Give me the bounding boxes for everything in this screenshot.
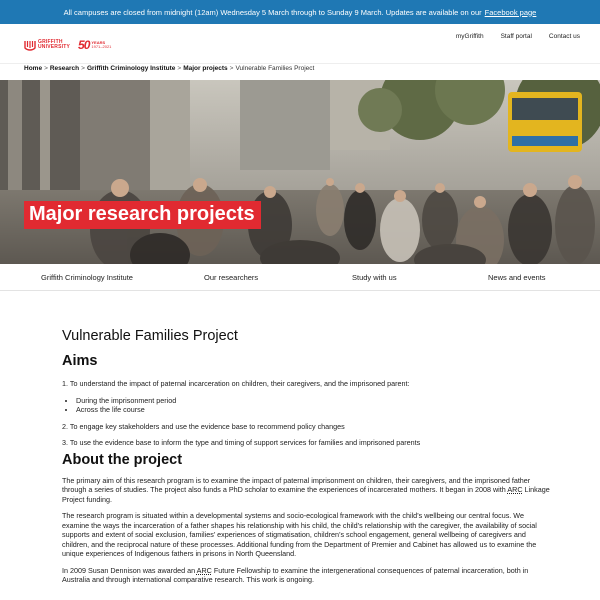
nav-study-with-us[interactable]: Study with us [352,273,397,282]
about-paragraph-3: In 2009 Susan Dennison was awarded an ARC Future Fellowship to examine the intergenerational consequences of paternal incarceration, both in Australia and through international comparative research. This work is ongoing. [62,565,529,584]
breadcrumb-research[interactable]: Research [49,65,80,72]
nav-criminology-institute[interactable]: Griffith Criminology Institute [41,273,133,282]
page-title: Vulnerable Families Project [62,328,238,344]
aims-heading: Aims [62,353,98,369]
arc-abbreviation: ARC [507,485,523,494]
main-content [62,328,552,592]
breadcrumb-major-projects[interactable]: Major projects [183,65,228,72]
aim-1-list [72,396,552,415]
anniversary-logo [78,38,111,52]
crowd-street-image [0,80,600,264]
aim-3: 3. To use the evidence base to inform the type and timing of support services for families and imprisoned parents [62,438,421,447]
mygriffith-link[interactable]: myGriffith [455,33,484,40]
list-item: • During the imprisonment period [76,396,552,406]
breadcrumb-criminology-institute[interactable]: Griffith Criminology Institute [86,65,176,72]
hero-banner [0,80,600,264]
facebook-link[interactable]: Facebook page [484,7,537,17]
alert-banner [0,0,600,24]
anniversary-label: YEARS 1971–2021 [91,39,112,49]
nav-our-researchers[interactable]: Our researchers [204,273,259,282]
contact-us-link[interactable]: Contact us [548,33,580,40]
logo-wordmark: GRIFFITH UNIVERSITY [38,38,71,50]
breadcrumb-home[interactable]: Home [24,65,43,72]
nav-news-and-events[interactable]: News and events [488,273,546,282]
aim-1: 1. To understand the impact of paternal incarceration on children, their caregivers, and the imprisoned parent: [62,379,410,388]
list-item: • Across the life course [76,405,552,415]
staff-portal-link[interactable]: Staff portal [500,33,532,40]
griffith-logo[interactable] [24,38,111,52]
breadcrumb: Home > Research > Griffith Criminology Institute > Major projects > Vulnerable Families Project [24,65,315,72]
aim-2: 2. To engage key stakeholders and use the evidence base to recommend policy changes [62,421,345,431]
about-paragraph-2: The research program is situated within a developmental systems and socio-ecological framework with the child’s wellbeing our central focus. We examine the ways the incarceration of a father shapes his relationship with his child, the child’s relationship with the caregiver, the availability of social supports and extent of social exclusion, families’ experiences of stigmatisation, children’s school engagement, general wellbeing of caregivers and children, and the reciprocal nature of these processes. Additional funding from the Department of Premier and Cabinet has allowed us to examine the unique experiences of Indigenous fathers in prisons in North Queensland. [62,511,537,558]
griffith-crest-icon [24,39,36,51]
about-heading: About the project [62,451,183,468]
utility-nav [456,33,580,40]
breadcrumb-current: Vulnerable Families Project [235,65,315,72]
site-header [0,24,600,64]
about-paragraph-1: The primary aim of this research program is to examine the impact of paternal imprisonment on children, their caregivers, and the imprisoned father through a series of studies. The project also funds a PhD scholar to examine the experiences of incarcerated mothers. It began in 2008 with ARC Linkage Project funding. [62,475,550,504]
alert-text: All campuses are closed from midnight (12am) Wednesday 5 March through to Sunday 9 March. Updates are available on our [63,7,482,17]
section-nav [0,264,600,291]
arc-abbreviation: ARC [196,565,212,575]
anniversary-number: 50 [78,38,90,52]
hero-title: Major research projects [24,201,261,229]
